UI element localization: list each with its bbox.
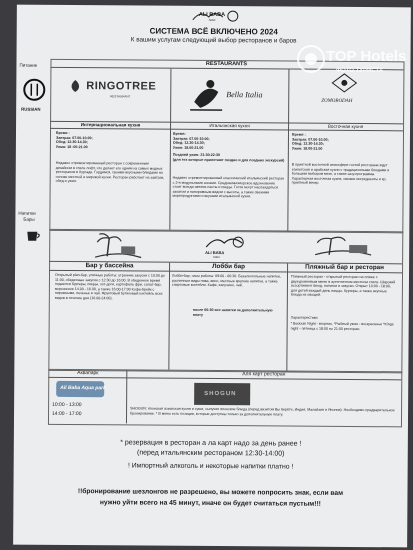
aquapark-time-1: 10:00 - 13:00 bbox=[52, 401, 82, 409]
note-sunbeds-2: нужно уйти всего на 45 минут, иначе он будет считаться пустым!!! bbox=[99, 499, 321, 508]
ringotree-sub: RESTAURANT bbox=[110, 94, 131, 99]
bar2-desc: Лобби-бар, часы работы: 09:00 - 00:30. Безалкогольные напитки, различные виды пива, вино, местные крепкие напитки, а также спиртовые коктейли. Кафе, капучино, чай. bbox=[171, 273, 281, 288]
restaurants-banner: RESTAURANTS bbox=[205, 60, 248, 68]
tophotels-watermark bbox=[296, 42, 408, 90]
aquapark-time-2: 14:00 - 17:00 bbox=[52, 410, 82, 418]
shogun-logo bbox=[194, 383, 250, 405]
bar3-title: Пляжный бар и ресторан bbox=[305, 263, 385, 272]
col2-title: Итальянская кухня bbox=[209, 122, 250, 129]
note-alcohol: ! Импортный алкоголь и некоторые напитки платно ! bbox=[127, 462, 294, 471]
aquapark-logo bbox=[56, 381, 104, 397]
watermark-title: TOP Hotels bbox=[326, 48, 407, 65]
note-sunbeds-1: !!бронирование шезлонгов не разрешено, вы можете попросить знак, если вам bbox=[77, 488, 344, 497]
aquapark-header: Аквапарк bbox=[77, 370, 99, 377]
col3-title: Восточная кухня bbox=[327, 123, 364, 130]
bar3-desc: Пляжный ресторан - открытый ресторан на пляже с двухуровневым меню в аутентичном местном стиле. Широкий ассортимент блюд, напитки и закуски. Открыт 10:00 - 18:00, для детей каждый день пиццы, бургеры, а также вкусные блюда из овощей. bbox=[290, 274, 396, 298]
col3-dinner: Ужин: 18.00-21.00 bbox=[291, 146, 323, 151]
col1-times bbox=[56, 131, 166, 150]
pool-bar-palm-icon bbox=[93, 232, 143, 260]
header-logo-text: ALI BABA bbox=[198, 11, 226, 19]
col1-dinner: Ужин: 18 :00-21.00 bbox=[55, 144, 88, 149]
ali-baba-logo bbox=[189, 8, 241, 24]
page-subtitle: К вашим услугам следующий выбор ресторанов и баров bbox=[130, 36, 297, 45]
bars-row-label-2: Бары bbox=[23, 216, 35, 222]
col2-late: Поздний ужин: 21:30-22:30 bbox=[172, 153, 220, 158]
col1-desc: Недавно отремонтированный ресторан с современным дизайном в стиле лофт, что делает его одним из самых модных ресторанов в Хургаде. Гордимся, своими вкусными блюдами на основе местной и мировой кухни. Ресторан работает на завтрак, обед и ужин. bbox=[55, 160, 165, 184]
ringotree-logo: RINGOTREE bbox=[86, 80, 157, 93]
col2-late-note: (для тех которые прилетают поздно и для поздних экскурсий) bbox=[172, 157, 285, 163]
russian-label: RUSSIAN bbox=[21, 106, 41, 112]
col2-breakfast: Завтрак: 07.00-10.00; bbox=[172, 136, 210, 141]
col1-lunch: Обед: 12.30-14.30; bbox=[55, 140, 88, 145]
bar2-title: Лобби бар bbox=[212, 263, 246, 271]
ringotree-leaf-icon bbox=[68, 79, 82, 93]
bar3-themes: * Bedouin Night - вторник, *Рыбный ужин - воскресенье *Kings night - пятница с 18:00 по 21:00 ресторан. bbox=[290, 321, 394, 331]
tophotels-circle-icon bbox=[296, 44, 326, 74]
bella-italia-logo: Bella Italia bbox=[226, 90, 263, 100]
bars-ali-baba-logo-icon bbox=[202, 233, 246, 259]
bar3-themes-title: Характеристики: bbox=[290, 315, 319, 320]
col2-lunch: Обед: 12.30-14.30; bbox=[172, 140, 205, 146]
col2-desc: Недавно отремонтированный классический итальянский ресторан с 2-я модульными зонами. Средиземноморское вдохновение стоит всегда свежих пасты и пиццы. Гости могут наслаждаться закатом и панорамным видом с высоты, а также свежими морепродуктами и вкусами итальянской кухни. bbox=[172, 175, 285, 199]
col3-lunch: Обед: 12.30-14.30; bbox=[291, 141, 324, 146]
zomorodah-logo: ZOMORODAH bbox=[321, 98, 353, 104]
col1-breakfast: Завтрак: 07.00-10.00; bbox=[55, 135, 93, 140]
restaurants-row-label: Питание bbox=[19, 62, 38, 68]
beach-bar-icon bbox=[311, 235, 375, 261]
col3-times bbox=[292, 133, 398, 152]
page-title: СИСТЕМА ВСЁ ВКЛЮЧЕНО 2024 bbox=[149, 26, 278, 37]
cup-icon bbox=[25, 229, 41, 243]
restaurant-plate-icon bbox=[22, 78, 46, 104]
bars-logo-text: ALI BABA bbox=[205, 249, 225, 256]
shogun-logo-text: SHOGUN bbox=[204, 390, 237, 398]
col1-time-label: Время : bbox=[55, 130, 70, 136]
col2-times bbox=[173, 132, 285, 163]
bella-italia-figure-icon bbox=[186, 72, 226, 116]
bar1-desc: Открытый plan-бар, уличные работы: утренние закуски с 10:00 до 11:00, обеденные закуски с 12:30 до 16:00. В обеденное время подаются бургеры, пиццы, хот-доги, картофель фри, салат-бар, мороженое 14.00 - 16.00, а также 16:00-17:00 Кофе-брейк с пирожными, печенье и чай. Фруктовый бутиковый коктейль всех видов в течение дня (10.00-24:00). bbox=[54, 272, 165, 301]
bars-row-label-1: Напитки bbox=[18, 210, 36, 216]
watermark-sub: ФОТО ТУРИСТА bbox=[336, 68, 384, 74]
col3-time-label: Время : bbox=[291, 132, 306, 137]
header-logo-sub: hotel bbox=[208, 17, 216, 23]
col3-desc: В приятной восточной атмосфере гостей ресторана ждут египетская и арабская кухни с традиционными блюдами и большим выбором мезе, а также шоу-программы. Характерная восточная кухня, свежие ингредиенты и кр. приятный вечер. bbox=[291, 162, 390, 186]
bars-logo-sub: hotel bbox=[213, 255, 220, 260]
col1-title: Интернациональная кухня bbox=[80, 122, 141, 128]
aquapark-logo-text: Ali Baba Aqua park bbox=[60, 384, 106, 392]
bar2-paid: после 00:30 все напитки за дополнительную плату bbox=[192, 307, 273, 317]
col2-dinner: Ужин: 18.00-21.00 bbox=[172, 145, 204, 150]
col2-time-label: Время: bbox=[172, 131, 186, 136]
bar1-title: Бар у бассейна bbox=[85, 262, 134, 270]
col3-breakfast: Завтрак: 07.00-10.00; bbox=[291, 137, 329, 142]
alacarte-header: Аля карт ресторан bbox=[242, 371, 286, 378]
note-reservation-time: (перед итальянским рестораном 12:30-14:00) bbox=[136, 449, 285, 458]
note-reservation: * резервация в ресторан а ла карт надо за день ранее ! bbox=[120, 439, 302, 448]
alacarte-desc: SHOGUN: японская азиатская кухня и суши, сыпучие японские блюда (перед визитом Вы берёте, Индия, Малайзия и Япония). Необходимо предварительное бронирование. * В меню есть позиции, которые доступны только за дополнительную плату. bbox=[130, 406, 395, 417]
